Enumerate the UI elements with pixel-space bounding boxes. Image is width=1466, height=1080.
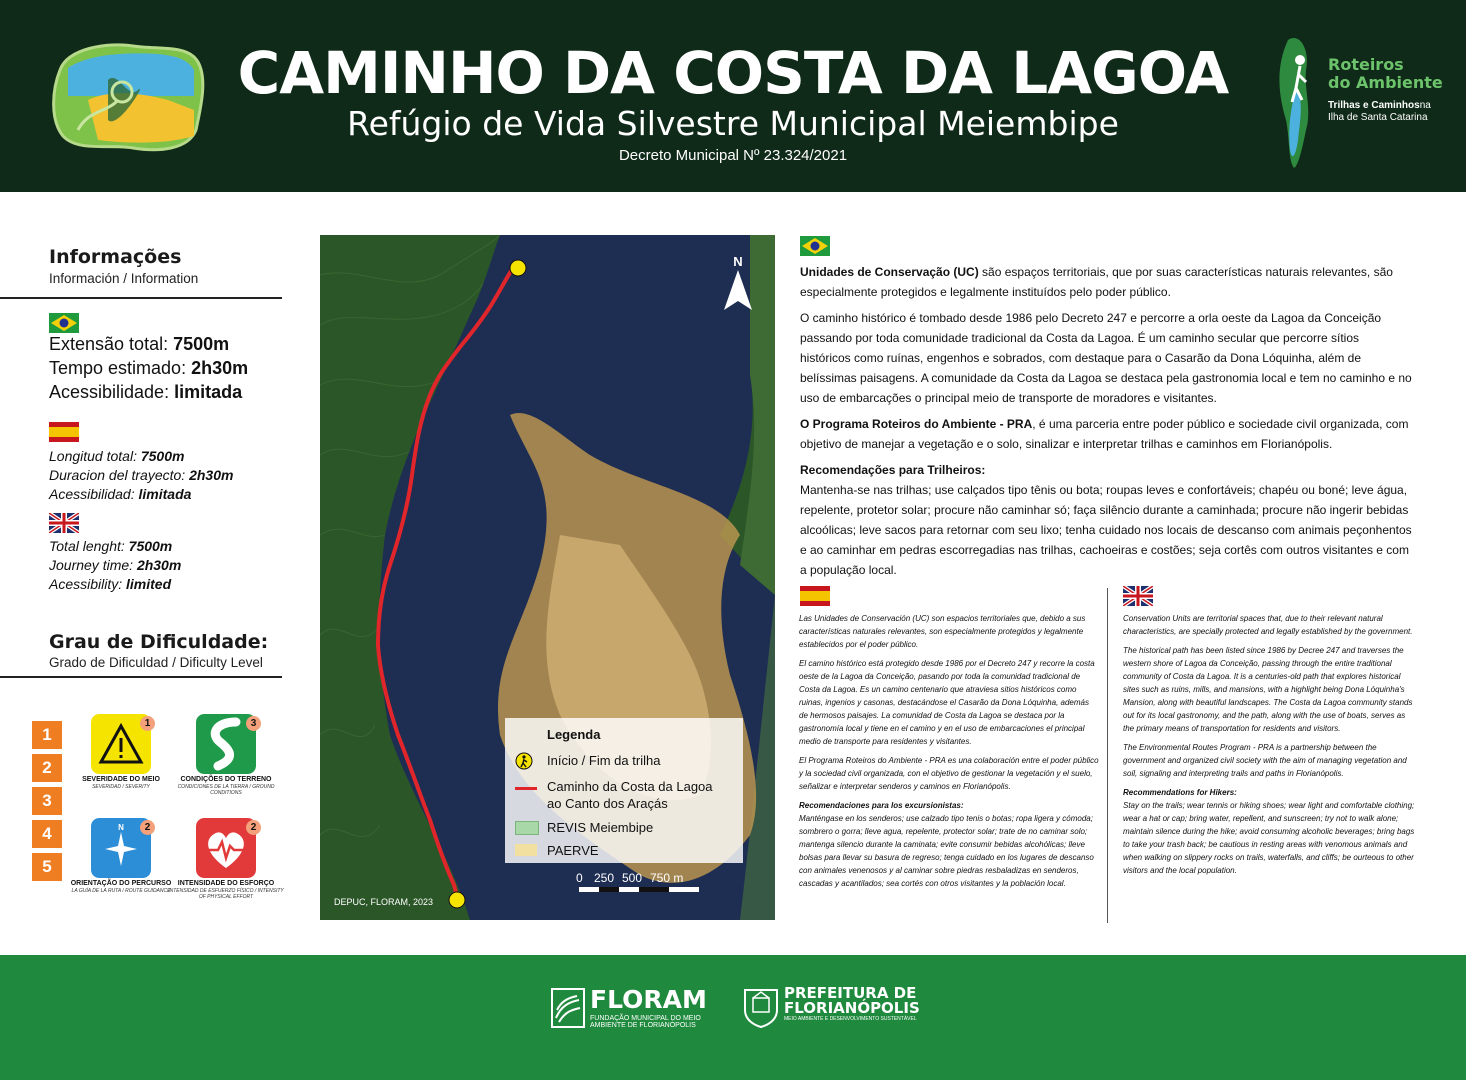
map-legend: [505, 718, 743, 863]
es-length-value: 7500m: [140, 448, 185, 464]
es-paragraph-1: Las Unidades de Conservación (UC) son espacios territoriales que, debido a sus características naturales relevantes, son especialmente protegidos y legalmente establecidos por el poder público.: [799, 614, 1086, 649]
es-access-label: Acessibilidad:: [49, 486, 135, 502]
brand-line-1: Roteiros: [1328, 55, 1404, 74]
floram-logo-icon: [551, 988, 585, 1028]
es-paragraph-2: El camino histórico está protegido desde 1986 por el Decreto 247 y recorre la costa oeste de la Lagoa da Conceição, pasando por toda la comunidad tradicional de Costa da Lagoa. Es un camino centenario que atraviesa sitios históricos como ruinas, ingenios y casonas, destacándose el Casarão da Dona Lóquinha, además de hermosos paisajes. La comunidad de Costa da Lagoa se destaca por la gastronomía local y tiene en el camino y en el uso de embarcaciones el principal medio de transporte para residentes y visitantes.: [799, 659, 1095, 746]
info-subtitle: Información / Information: [49, 271, 199, 286]
level-3: 3: [32, 787, 62, 815]
en-time-label: Journey time:: [49, 557, 134, 573]
page-title: CAMINHO DA COSTA DA LAGOA: [237, 39, 1229, 107]
pt-access-label: Acessibilidade:: [49, 382, 170, 402]
legend-paerve: PAERVE: [547, 843, 599, 858]
level-4: 4: [32, 820, 62, 848]
level-5: 5: [32, 853, 62, 881]
level-1: 1: [32, 721, 62, 749]
prefeitura-line-1: PREFEITURA DE: [784, 984, 917, 1002]
terrain-caption: CONDIÇÕES DO TERRENO: [180, 776, 272, 783]
orientation-badge: 2: [140, 820, 155, 835]
es-time-value: 2h30m: [189, 467, 234, 483]
es-recommendations: Manténgase en los senderos; use calzado tipo tenis o botas; ropa ligera y cómoda; sombrero o gorra; lleve agua, repelente, protector solar; trate de no caminar solo; mantenga silencio durante la caminata; evite consumir bebidas alcohólicas; lleve bolsas para llevar su basura de regreso; tenga cuidado en los lugares de descanso con animales venenosos y al caminar sobre piedras resbaladizas en senderos, cascadas y acantilados; sea cortés con otros visitantes y la población local.: [799, 814, 1094, 888]
page-subtitle: Refúgio de Vida Silvestre Municipal Meiembipe: [347, 104, 1119, 143]
uk-flag-icon: [1123, 586, 1153, 606]
pt-p1-rest: são espaços territoriais, que por suas características naturais relevantes, são especialmente protegidos e legalmente instituídos pelo poder público.: [800, 265, 1393, 299]
es-time: [49, 467, 233, 483]
es-time-label: Duracion del trayecto:: [49, 467, 186, 483]
level-2: 2: [32, 754, 62, 782]
floram-subtitle-1: FUNDAÇÃO MUNICIPAL DO MEIO: [590, 1015, 701, 1022]
scale-500: 500: [622, 871, 643, 885]
revis-swatch: [515, 821, 539, 835]
pt-recommendations-title: Recomendações para Trilheiros:: [800, 463, 986, 477]
brand-tag-rest: na: [1419, 100, 1431, 111]
compass-letter: N: [118, 823, 124, 832]
severity-subcaption: SEVERIDAD / SEVERITY: [92, 784, 150, 790]
en-paragraph-2: The historical path has been listed since 1986 by Decree 247 and traverses the western shore of Lagoa da Conceição, passing through the entire traditional community of Costa da Lagoa. It is a centuries-old path that explores historical sites such as ruins, mills, and mansions, with a highlight being Dona Lóquinha's Mansion, along with beautiful landscapes. The Costa da Lagoa community stands out for its local gastronomy, and the path, along with the use of boats, serves as the primary means of transportation for residents and visitors.: [1123, 646, 1413, 733]
es-recommendations-title-wrap: [799, 799, 1099, 812]
hiker-icon: [515, 752, 533, 770]
spain-flag-icon: [800, 586, 830, 606]
pt-paragraph-1: [800, 262, 1412, 302]
terrain-badge: 3: [246, 716, 261, 731]
orientation-subcaption: LA GUÍA DE LA RUTA / ROUTE GUIDANCE: [71, 888, 171, 894]
en-length-label: Total lenght:: [49, 538, 125, 554]
pt-length: [49, 334, 229, 355]
pt-time-value: 2h30m: [191, 358, 249, 378]
terrain-subcaption: CONDICIONES DE LA TIERRA / GROUND CONDITIONS: [177, 784, 275, 796]
paerve-swatch: [515, 844, 537, 856]
pt-paragraph-3: [800, 414, 1412, 454]
info-divider: [0, 297, 282, 299]
en-paragraph-1: Conservation Units are territorial spaces that, due to their relevant natural characteristics, are specially protected and legally established by the government.: [1123, 614, 1413, 636]
difficulty-subtitle: Grado de Dificuldad / Dificulty Level: [49, 655, 263, 670]
es-paragraph-3: El Programa Roteiros do Ambiente - PRA es una colaboración entre el poder público y la sociedad civil organizada, con el objetivo de gestionar la vegetación y el suelo, señalizar e interpretar senderos y caminos en Florianópolis.: [799, 756, 1099, 791]
map-credit: DEPUC, FLORAM, 2023: [334, 897, 434, 907]
pt-access-value: limitada: [174, 382, 243, 402]
en-time-value: 2h30m: [136, 557, 182, 573]
pt-recommendations: Mantenha-se nas trilhas; use calçados tipo tênis ou bota; roupas leves e confortáveis; chapéu ou boné; leve água, repelente, protetor solar; procure não caminhar só; faça silêncio durante a caminhada; procure não ingerir bebidas alcoólicas; leve sacos para retornar com seu lixo; tenha cuidado nos locais de descanso com animais peçonhentos e ao caminhar em pedras escorregadias nas trilhas, cachoeiras e costões; seja cortês com outros visitantes e com a população local.: [800, 483, 1412, 577]
en-paragraph-3: The Environmental Routes Program - PRA is a partnership between the government and organized civil society with the aim of managing vegetation and soil, signaling and interpreting trails and paths in Florianópolis.: [1123, 743, 1407, 778]
column-divider: [1107, 588, 1108, 923]
pt-access: [49, 382, 242, 403]
pt-length-value: 7500m: [173, 334, 230, 354]
scale-750: 750 m: [650, 871, 684, 885]
floram-name: FLORAM: [590, 985, 707, 1014]
effort-subcaption: INTENSIDAD DE ESFUERZO FÍSICO / INTENSITY OF PHYSICAL EFFORT: [168, 888, 284, 900]
en-access-value: limited: [126, 576, 172, 592]
legend-path-line-1: Caminho da Costa da Lagoa: [547, 779, 713, 794]
legend-revis: REVIS Meiembipe: [547, 820, 654, 835]
severity-badge: 1: [140, 716, 155, 731]
es-access-value: limitada: [138, 486, 192, 502]
en-access: [49, 576, 171, 592]
es-length: [49, 448, 184, 464]
difficulty-divider: [0, 676, 282, 678]
es-recommendations-title: Recomendaciones para los excursionistas:: [799, 801, 964, 810]
north-label: N: [733, 254, 743, 269]
en-recommendations-title: Recommendations for Hikers:: [1123, 788, 1237, 797]
en-recommendations: Stay on the trails; wear tennis or hiking shoes; wear light and comfortable clothing; wear a hat or cap; bring water, repellent, and sunscreen; try not to walk alone; maintain silence during the hike; avoid consuming alcoholic beverages; bring bags to take your trash back; be cautious in resting areas with venomous animals and when walking on slippery rocks on trails, waterfalls, and cliffs; be ourteous to other visitors and the local population.: [1123, 801, 1415, 875]
es-column: [799, 612, 1099, 896]
brand-title: [1328, 56, 1443, 92]
effort-badge: 2: [246, 820, 261, 835]
severity-caption: SEVERIDADE DO MEIO: [82, 776, 160, 783]
scale-0: 0: [576, 871, 583, 885]
pt-p1-bold: Unidades de Conservação (UC): [800, 265, 979, 279]
pt-time: [49, 358, 248, 379]
pt-p3-bold: O Programa Roteiros do Ambiente - PRA: [800, 417, 1033, 431]
route-line-swatch: [515, 787, 537, 790]
prefeitura-line-2: FLORIANÓPOLIS: [784, 999, 920, 1017]
brazil-flag-icon: [49, 313, 79, 333]
legend-path-line-2: ao Canto dos Araçás: [547, 796, 668, 811]
en-column: [1123, 612, 1418, 883]
legend-title: Legenda: [547, 727, 601, 742]
en-time: [49, 557, 181, 573]
difficulty-title: Grau de Dificuldade:: [49, 631, 269, 653]
orientation-caption: ORIENTAÇÃO DO PERCURSO: [70, 880, 172, 887]
brazil-flag-icon: [800, 236, 830, 256]
es-length-label: Longitud total:: [49, 448, 137, 464]
brand-tagline: [1328, 100, 1431, 124]
pt-paragraph-2: O caminho histórico é tombado desde 1986 pelo Decreto 247 e percorre a orla oeste da Lagoa da Conceição passando por toda comunidade tradicional da Costa da Lagoa. É um caminho secular que percorre sítios históricos como ruínas, engenhos e sobrados, com destaque para o Casarão da Dona Lóquinha, além de belíssimas paisagens. A comunidade da Costa da Lagoa se destaca pela gastronomia local e tem no caminho e no uso de embarcações o principal meio de transporte de moradores e visitantes.: [800, 311, 1412, 405]
brand-line-2: do Ambiente: [1328, 73, 1443, 92]
pt-p3-rest: , é uma parceria entre poder público e sociedade civil organizada, com objetivo de manejar a vegetação e o solo, sinalizar e interpretar trilhas e caminhos em Florianópolis.: [800, 417, 1409, 451]
pt-length-label: Extensão total:: [49, 334, 169, 354]
es-access: [49, 486, 191, 502]
brand-tag-bold: Trilhas e Caminhos: [1328, 100, 1420, 111]
brand-tag-line-2: Ilha de Santa Catarina: [1328, 112, 1428, 123]
decree-text: Decreto Municipal Nº 23.324/2021: [618, 147, 848, 164]
effort-caption: INTENSIDADE DO ESFORÇO: [177, 880, 275, 887]
en-access-label: Acessibility:: [49, 576, 123, 592]
footer-banner: [0, 955, 1466, 1080]
en-length-value: 7500m: [128, 538, 173, 554]
prefeitura-crest-icon: [742, 986, 780, 1028]
info-title: Informações: [49, 246, 182, 268]
uk-flag-icon: [49, 513, 79, 533]
pt-time-label: Tempo estimado:: [49, 358, 187, 378]
en-recommendations-title-wrap: [1123, 786, 1418, 799]
scale-250: 250: [594, 871, 615, 885]
floram-subtitle-2: AMBIENTE DE FLORIANÓPOLIS: [590, 1022, 696, 1029]
spain-flag-icon: [49, 422, 79, 442]
prefeitura-subtitle: MEIO AMBIENTE E DESENVOLVIMENTO SUSTENTÁVEL: [784, 1016, 917, 1022]
legend-start: Início / Fim da trilha: [547, 753, 661, 768]
en-length: [49, 538, 172, 554]
